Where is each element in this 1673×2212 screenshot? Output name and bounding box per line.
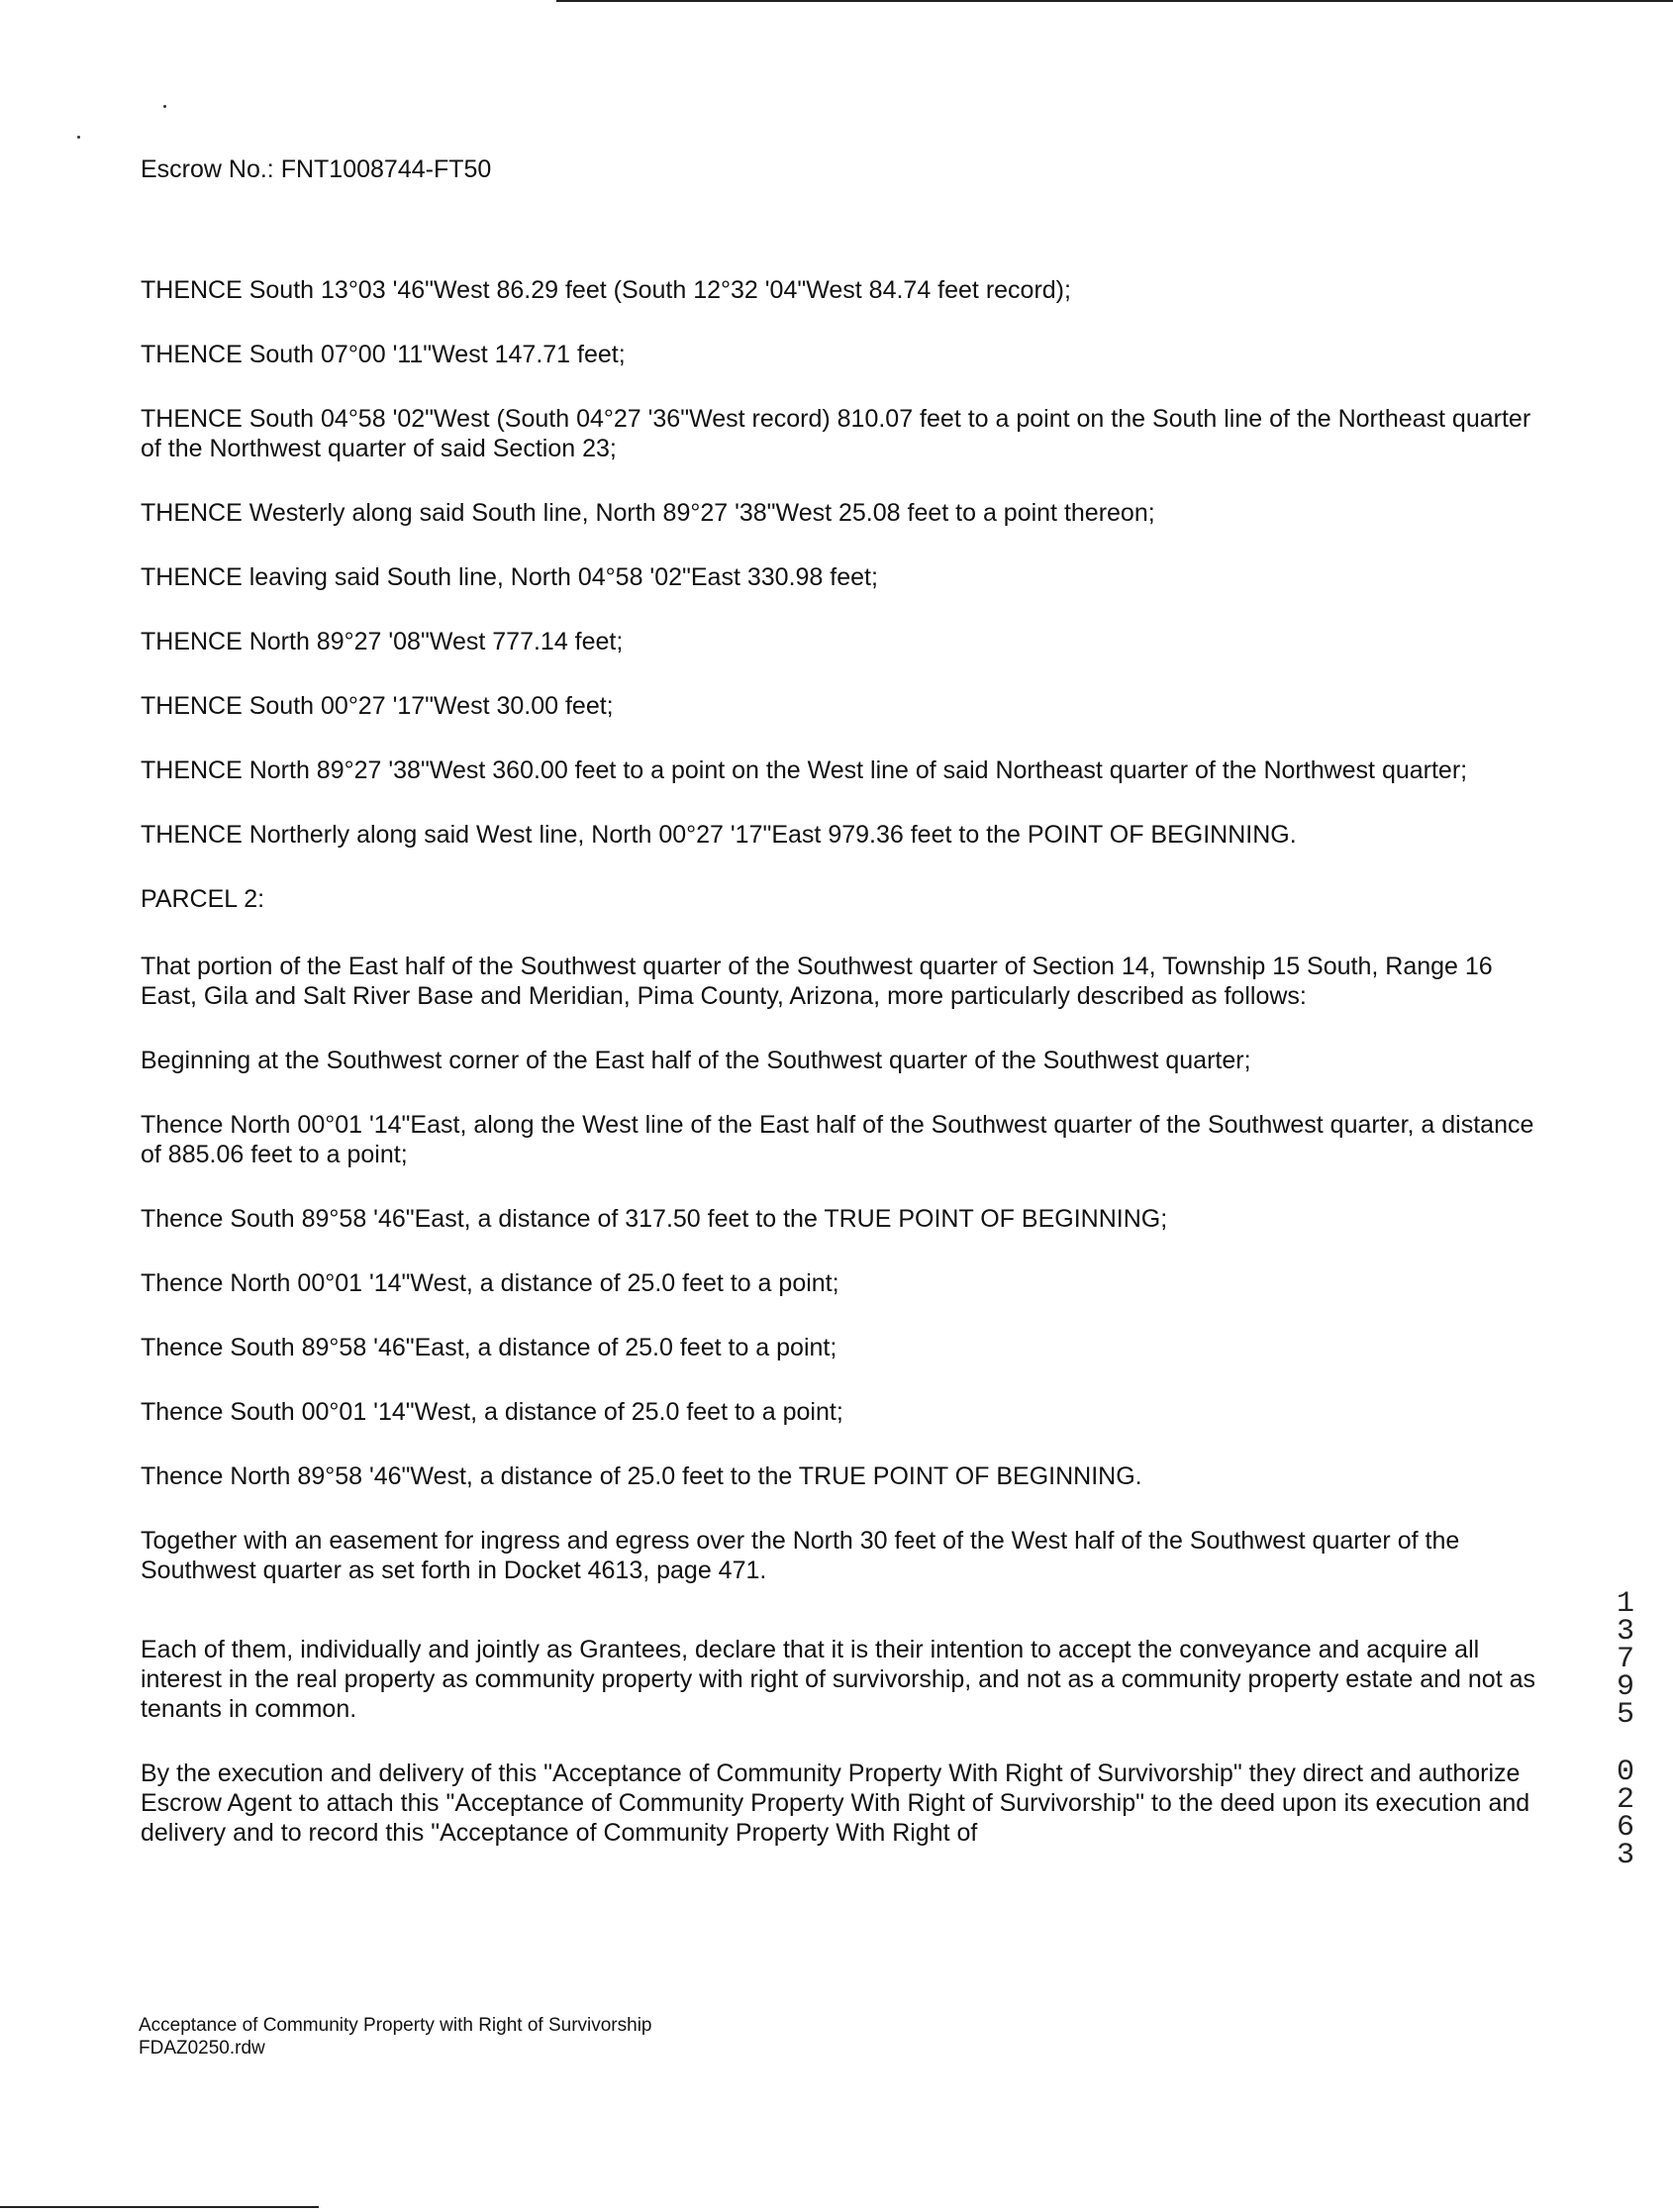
course-6: THENCE North 89°27 '08"West 777.14 feet; (141, 628, 624, 655)
course-2: THENCE South 07°00 '11"West 147.71 feet; (141, 341, 626, 368)
parcel-2-intro: That portion of the East half of the Southwest quarter of the Southwest quarter of Section 14, Township 15 South, Range 16 East, Gila and Salt River Base and Meridian, Pima County, Arizona, more particularly described as follows: (141, 953, 1493, 1010)
parcel-2-course-4: Thence North 00°01 '14"West, a distance of 25.0 feet to a point; (141, 1269, 839, 1297)
page-digit: 0 (1616, 1756, 1634, 1789)
parcel-2-course-7: Thence North 89°58 '46"West, a distance of 25.0 feet to the TRUE POINT OF BEGINNING. (141, 1462, 1142, 1490)
course-1: THENCE South 13°03 '46"West 86.29 feet (South 12°32 '04"West 84.74 feet record); (141, 276, 1071, 304)
docket-digit: 5 (1616, 1698, 1634, 1732)
footer-form-title: Acceptance of Community Property with Right of Survivorship (139, 2015, 652, 2036)
declaration-paragraph: Each of them, individually and jointly as Grantees, declare that it is their intention to accept the conveyance and acquire all interest in the real property as community property with right of survivorship, and not as a community property estate and not as tenants in common. (141, 1636, 1536, 1723)
docket-digit: 3 (1616, 1615, 1634, 1649)
parcel-2-course-1: Beginning at the Southwest corner of the East half of the Southwest quarter of the Southwest quarter; (141, 1047, 1251, 1074)
document-body (141, 154, 1536, 1848)
stamp-spacer (1608, 1729, 1643, 1759)
course-3: THENCE South 04°58 '02"West (South 04°27 '36"West record) 810.07 feet to a point on the South line of the Northeast quarter of the Northwest quarter of said Section 23; (141, 405, 1531, 462)
footer-form-code: FDAZ0250.rdw (139, 2038, 265, 2059)
scan-speck (163, 105, 166, 108)
docket-page-stamp (1608, 1587, 1643, 1872)
course-4: THENCE Westerly along said South line, North 89°27 '38"West 25.08 feet to a point thereon; (141, 499, 1155, 527)
parcel-2-heading: PARCEL 2: (141, 885, 265, 913)
scan-speck (77, 136, 80, 139)
course-8: THENCE North 89°27 '38"West 360.00 feet to a point on the West line of said Northeast quarter of the Northwest quarter; (141, 756, 1468, 784)
easement-paragraph: Together with an easement for ingress and egress over the North 30 feet of the West half of the Southwest quarter of the Southwest quarter as set forth in Docket 4613, page 471. (141, 1527, 1460, 1584)
course-9: THENCE Northerly along said West line, North 00°27 '17"East 979.36 feet to the POINT OF BEGINNING. (141, 821, 1297, 849)
docket-digit: 7 (1616, 1643, 1634, 1676)
course-7: THENCE South 00°27 '17"West 30.00 feet; (141, 692, 614, 720)
parcel-2-course-5: Thence South 89°58 '46"East, a distance of 25.0 feet to a point; (141, 1334, 837, 1361)
parcel-2-course-6: Thence South 00°01 '14"West, a distance of 25.0 feet to a point; (141, 1398, 843, 1426)
escrow-number: Escrow No.: FNT1008744-FT50 (141, 155, 492, 183)
execution-paragraph: By the execution and delivery of this "Acceptance of Community Property With Right of Survivorship" they direct and authorize Escrow Agent to attach this "Acceptance of Community Property With Right of Survivorship" to the deed upon its execution and delivery and to record this "Acceptance of Community Property With Right of (141, 1760, 1530, 1847)
page-digit: 3 (1616, 1839, 1634, 1872)
footer (139, 2014, 652, 2060)
page-digit: 6 (1616, 1811, 1634, 1845)
page-border-top (556, 0, 1673, 2)
page-digit: 2 (1616, 1783, 1634, 1817)
docket-digit: 9 (1616, 1670, 1634, 1704)
parcel-2-course-3: Thence South 89°58 '46"East, a distance of 317.50 feet to the TRUE POINT OF BEGINNING; (141, 1205, 1168, 1233)
docket-digit: 1 (1616, 1587, 1634, 1621)
page-border-bottom (0, 2206, 319, 2208)
parcel-2-course-2: Thence North 00°01 '14"East, along the West line of the East half of the Southwest quarter of the Southwest quarter, a distance of 885.06 feet to a point; (141, 1111, 1534, 1168)
course-5: THENCE leaving said South line, North 04°58 '02"East 330.98 feet; (141, 563, 878, 591)
